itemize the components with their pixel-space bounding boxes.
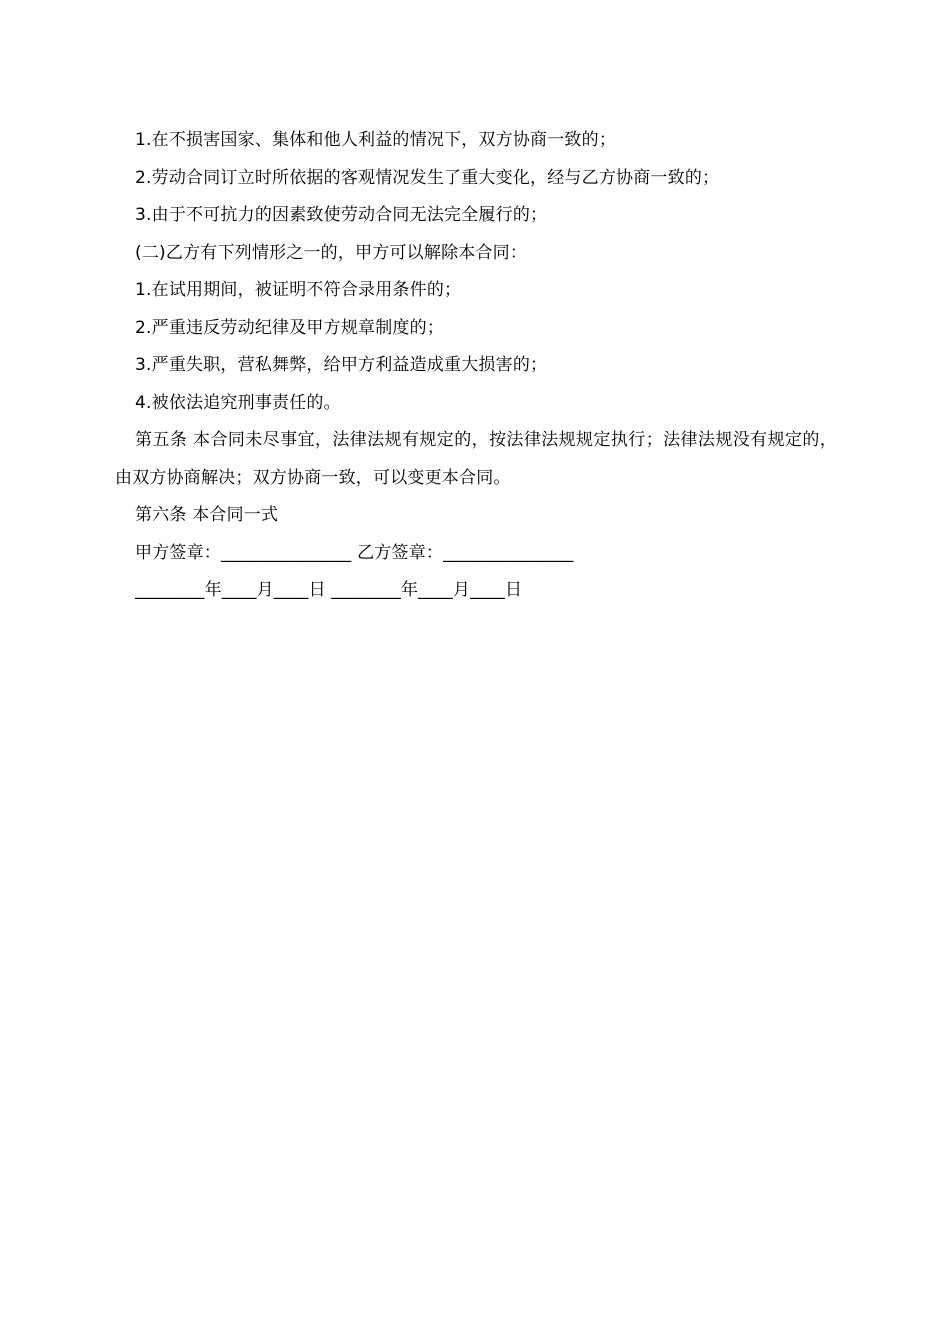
termination-item-3: 3.严重失职，营私舞弊，给甲方利益造成重大损害的； — [135, 355, 548, 375]
date-line: ________年____月____日 ________年____月____日 — [135, 580, 523, 600]
clause-item-1: 1.在不损害国家、集体和他人利益的情况下，双方协商一致的； — [135, 130, 617, 150]
signature-line: 甲方签章：_______________ 乙方签章：_______________ — [135, 542, 574, 563]
article-5: 第五条 本合同未尽事宜，法律法规有规定的，按法律法规规定执行；法律法规没有规定的，由双方协商解决；双方协商一致，可以变更本合同。 — [115, 430, 837, 488]
termination-item-1: 1.在试用期间，被证明不符合录用条件的； — [135, 280, 462, 300]
clause-item-2: 2.劳动合同订立时所依据的客观情况发生了重大变化，经与乙方协商一致的； — [135, 167, 720, 188]
clause-item-3: 3.由于不可抗力的因素致使劳动合同无法完全履行的； — [135, 205, 548, 225]
termination-item-4: 4.被依法追究刑事责任的。 — [135, 392, 341, 413]
document-body — [115, 122, 837, 610]
termination-item-2: 2.严重违反劳动纪律及甲方规章制度的； — [135, 317, 445, 338]
article-6: 第六条 本合同一式 — [135, 505, 279, 525]
section-heading-2: (二)乙方有下列情形之一的，甲方可以解除本合同： — [135, 242, 528, 263]
